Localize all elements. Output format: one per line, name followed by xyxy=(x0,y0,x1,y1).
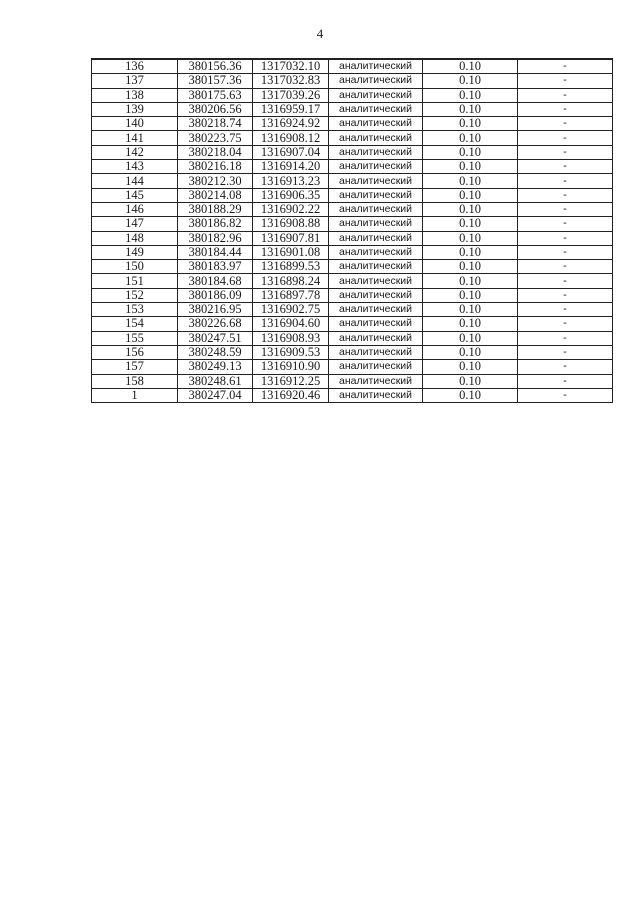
method-cell: аналитический xyxy=(329,174,423,188)
point-number-cell: 157 xyxy=(92,360,178,374)
y-coordinate-cell: 1316901.08 xyxy=(253,245,329,259)
table-row xyxy=(92,345,613,359)
point-number-cell: 156 xyxy=(92,345,178,359)
y-coordinate-cell: 1316904.60 xyxy=(253,317,329,331)
point-number-cell: 150 xyxy=(92,260,178,274)
note-cell: - xyxy=(518,117,613,131)
method-cell: аналитический xyxy=(329,74,423,88)
y-coordinate-cell: 1316907.04 xyxy=(253,145,329,159)
method-cell: аналитический xyxy=(329,231,423,245)
method-cell: аналитический xyxy=(329,202,423,216)
note-cell: - xyxy=(518,345,613,359)
table-row xyxy=(92,331,613,345)
accuracy-cell: 0.10 xyxy=(423,217,518,231)
method-cell: аналитический xyxy=(329,260,423,274)
point-number-cell: 149 xyxy=(92,245,178,259)
method-cell: аналитический xyxy=(329,331,423,345)
note-cell: - xyxy=(518,59,613,74)
accuracy-cell: 0.10 xyxy=(423,174,518,188)
point-number-cell: 148 xyxy=(92,231,178,245)
accuracy-cell: 0.10 xyxy=(423,317,518,331)
x-coordinate-cell: 380188.29 xyxy=(178,202,253,216)
table-row xyxy=(92,374,613,388)
note-cell: - xyxy=(518,260,613,274)
x-coordinate-cell: 380157.36 xyxy=(178,74,253,88)
note-cell: - xyxy=(518,331,613,345)
x-coordinate-cell: 380249.13 xyxy=(178,360,253,374)
method-cell: аналитический xyxy=(329,274,423,288)
note-cell: - xyxy=(518,102,613,116)
x-coordinate-cell: 380248.61 xyxy=(178,374,253,388)
note-cell: - xyxy=(518,160,613,174)
method-cell: аналитический xyxy=(329,360,423,374)
y-coordinate-cell: 1316909.53 xyxy=(253,345,329,359)
x-coordinate-cell: 380186.82 xyxy=(178,217,253,231)
note-cell: - xyxy=(518,202,613,216)
note-cell: - xyxy=(518,217,613,231)
accuracy-cell: 0.10 xyxy=(423,345,518,359)
accuracy-cell: 0.10 xyxy=(423,231,518,245)
note-cell: - xyxy=(518,188,613,202)
point-number-cell: 144 xyxy=(92,174,178,188)
point-number-cell: 137 xyxy=(92,74,178,88)
note-cell: - xyxy=(518,374,613,388)
y-coordinate-cell: 1316959.17 xyxy=(253,102,329,116)
table-row xyxy=(92,188,613,202)
table-row xyxy=(92,388,613,402)
table-row xyxy=(92,74,613,88)
y-coordinate-cell: 1316907.81 xyxy=(253,231,329,245)
method-cell: аналитический xyxy=(329,145,423,159)
point-number-cell: 1 xyxy=(92,388,178,402)
note-cell: - xyxy=(518,274,613,288)
accuracy-cell: 0.10 xyxy=(423,360,518,374)
point-number-cell: 154 xyxy=(92,317,178,331)
y-coordinate-cell: 1316899.53 xyxy=(253,260,329,274)
x-coordinate-cell: 380216.18 xyxy=(178,160,253,174)
point-number-cell: 146 xyxy=(92,202,178,216)
method-cell: аналитический xyxy=(329,131,423,145)
method-cell: аналитический xyxy=(329,88,423,102)
x-coordinate-cell: 380226.68 xyxy=(178,317,253,331)
x-coordinate-cell: 380248.59 xyxy=(178,345,253,359)
method-cell: аналитический xyxy=(329,245,423,259)
table-row xyxy=(92,88,613,102)
y-coordinate-cell: 1316920.46 xyxy=(253,388,329,402)
y-coordinate-cell: 1316913.23 xyxy=(253,174,329,188)
x-coordinate-cell: 380214.08 xyxy=(178,188,253,202)
point-number-cell: 136 xyxy=(92,59,178,74)
accuracy-cell: 0.10 xyxy=(423,131,518,145)
method-cell: аналитический xyxy=(329,117,423,131)
note-cell: - xyxy=(518,88,613,102)
method-cell: аналитический xyxy=(329,59,423,74)
table-row xyxy=(92,102,613,116)
note-cell: - xyxy=(518,74,613,88)
note-cell: - xyxy=(518,174,613,188)
point-number-cell: 143 xyxy=(92,160,178,174)
point-number-cell: 139 xyxy=(92,102,178,116)
accuracy-cell: 0.10 xyxy=(423,117,518,131)
accuracy-cell: 0.10 xyxy=(423,59,518,74)
point-number-cell: 153 xyxy=(92,303,178,317)
accuracy-cell: 0.10 xyxy=(423,160,518,174)
method-cell: аналитический xyxy=(329,160,423,174)
x-coordinate-cell: 380156.36 xyxy=(178,59,253,74)
point-number-cell: 142 xyxy=(92,145,178,159)
table-row xyxy=(92,174,613,188)
x-coordinate-cell: 380184.44 xyxy=(178,245,253,259)
point-number-cell: 138 xyxy=(92,88,178,102)
table-row xyxy=(92,288,613,302)
note-cell: - xyxy=(518,388,613,402)
table-row xyxy=(92,260,613,274)
accuracy-cell: 0.10 xyxy=(423,88,518,102)
accuracy-cell: 0.10 xyxy=(423,303,518,317)
y-coordinate-cell: 1317039.26 xyxy=(253,88,329,102)
table-row xyxy=(92,360,613,374)
y-coordinate-cell: 1317032.83 xyxy=(253,74,329,88)
method-cell: аналитический xyxy=(329,217,423,231)
table-row xyxy=(92,317,613,331)
y-coordinate-cell: 1316897.78 xyxy=(253,288,329,302)
coordinates-table xyxy=(91,58,613,403)
point-number-cell: 147 xyxy=(92,217,178,231)
table-row xyxy=(92,145,613,159)
method-cell: аналитический xyxy=(329,303,423,317)
y-coordinate-cell: 1316898.24 xyxy=(253,274,329,288)
method-cell: аналитический xyxy=(329,317,423,331)
table-row xyxy=(92,231,613,245)
x-coordinate-cell: 380216.95 xyxy=(178,303,253,317)
y-coordinate-cell: 1316902.75 xyxy=(253,303,329,317)
accuracy-cell: 0.10 xyxy=(423,374,518,388)
table-row xyxy=(92,303,613,317)
x-coordinate-cell: 380223.75 xyxy=(178,131,253,145)
y-coordinate-cell: 1317032.10 xyxy=(253,59,329,74)
y-coordinate-cell: 1316910.90 xyxy=(253,360,329,374)
accuracy-cell: 0.10 xyxy=(423,388,518,402)
coordinates-table-body xyxy=(92,59,613,403)
note-cell: - xyxy=(518,360,613,374)
method-cell: аналитический xyxy=(329,374,423,388)
x-coordinate-cell: 380212.30 xyxy=(178,174,253,188)
note-cell: - xyxy=(518,131,613,145)
method-cell: аналитический xyxy=(329,345,423,359)
table-row xyxy=(92,217,613,231)
x-coordinate-cell: 380175.63 xyxy=(178,88,253,102)
y-coordinate-cell: 1316908.93 xyxy=(253,331,329,345)
accuracy-cell: 0.10 xyxy=(423,288,518,302)
method-cell: аналитический xyxy=(329,102,423,116)
y-coordinate-cell: 1316912.25 xyxy=(253,374,329,388)
point-number-cell: 145 xyxy=(92,188,178,202)
x-coordinate-cell: 380182.96 xyxy=(178,231,253,245)
table-row xyxy=(92,245,613,259)
note-cell: - xyxy=(518,145,613,159)
x-coordinate-cell: 380218.04 xyxy=(178,145,253,159)
point-number-cell: 158 xyxy=(92,374,178,388)
page-number: 4 xyxy=(316,26,324,41)
accuracy-cell: 0.10 xyxy=(423,145,518,159)
x-coordinate-cell: 380247.51 xyxy=(178,331,253,345)
note-cell: - xyxy=(518,317,613,331)
method-cell: аналитический xyxy=(329,288,423,302)
point-number-cell: 155 xyxy=(92,331,178,345)
method-cell: аналитический xyxy=(329,388,423,402)
y-coordinate-cell: 1316908.12 xyxy=(253,131,329,145)
x-coordinate-cell: 380184.68 xyxy=(178,274,253,288)
y-coordinate-cell: 1316924.92 xyxy=(253,117,329,131)
accuracy-cell: 0.10 xyxy=(423,274,518,288)
table-row xyxy=(92,274,613,288)
y-coordinate-cell: 1316914.20 xyxy=(253,160,329,174)
table-row xyxy=(92,59,613,74)
y-coordinate-cell: 1316902.22 xyxy=(253,202,329,216)
point-number-cell: 152 xyxy=(92,288,178,302)
accuracy-cell: 0.10 xyxy=(423,245,518,259)
point-number-cell: 140 xyxy=(92,117,178,131)
y-coordinate-cell: 1316908.88 xyxy=(253,217,329,231)
accuracy-cell: 0.10 xyxy=(423,202,518,216)
x-coordinate-cell: 380218.74 xyxy=(178,117,253,131)
x-coordinate-cell: 380247.04 xyxy=(178,388,253,402)
note-cell: - xyxy=(518,288,613,302)
table-row xyxy=(92,160,613,174)
point-number-cell: 151 xyxy=(92,274,178,288)
method-cell: аналитический xyxy=(329,188,423,202)
point-number-cell: 141 xyxy=(92,131,178,145)
accuracy-cell: 0.10 xyxy=(423,188,518,202)
table-row xyxy=(92,117,613,131)
x-coordinate-cell: 380183.97 xyxy=(178,260,253,274)
x-coordinate-cell: 380186.09 xyxy=(178,288,253,302)
note-cell: - xyxy=(518,231,613,245)
accuracy-cell: 0.10 xyxy=(423,74,518,88)
table-row xyxy=(92,131,613,145)
x-coordinate-cell: 380206.56 xyxy=(178,102,253,116)
accuracy-cell: 0.10 xyxy=(423,260,518,274)
accuracy-cell: 0.10 xyxy=(423,102,518,116)
note-cell: - xyxy=(518,303,613,317)
table-row xyxy=(92,202,613,216)
y-coordinate-cell: 1316906.35 xyxy=(253,188,329,202)
note-cell: - xyxy=(518,245,613,259)
accuracy-cell: 0.10 xyxy=(423,331,518,345)
